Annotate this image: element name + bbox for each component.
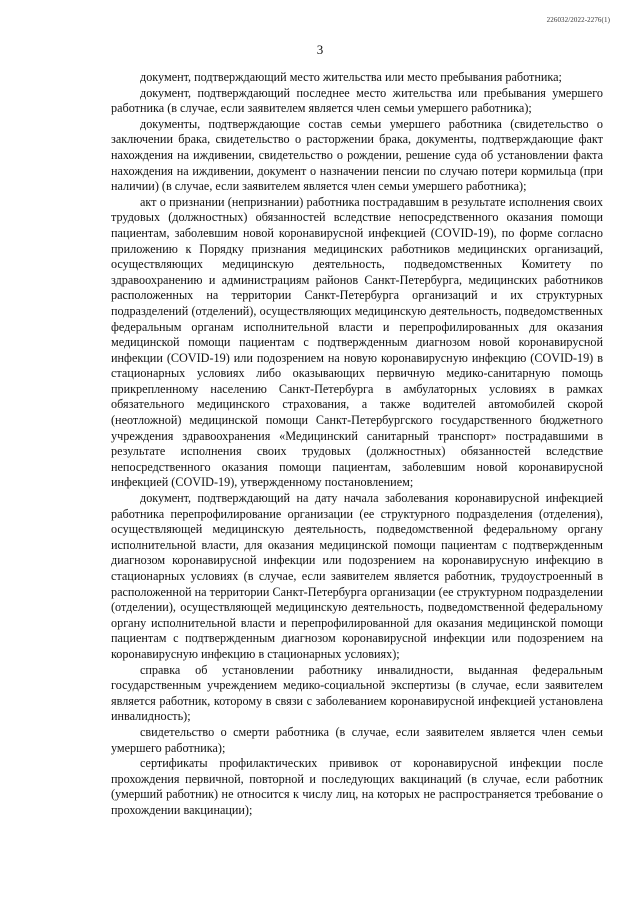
paragraph-residence-document: документ, подтверждающий место жительства или место пребывания работника; [140,70,562,84]
paragraph-injury-recognition-act: акт о признании (непризнании) работника пострадавшим в результате исполнения своих трудовых (должностных) обязанностей вследствие непосредственного оказания помощи пациентам, заболевшим новой коронавирусной инфекцией (COVID-19), по форме согласно приложению к Порядку признания медицинских работников медицинских организаций, осуществляющих медицинскую деятельность, подведомственных Комитету по здравоохранению и администрациям районов Санкт-Петербурга, медицинских работников расположенных на территории Санкт-Петербурга организаций и их структурных подразделений (отделений), осуществляющих медицинскую деятельность, подведомственных федеральным органам исполнительной власти и перепрофилированных для оказания медицинской помощи пациентам с подтвержденным диагнозом новой коронавирусной инфекции (COVID-19) или подозрением на новую коронавирусную инфекцию (COVID-19) в стационарных условиях либо оказывающих первичную медико-санитарную помощь прикрепленному населению Санкт-Петербурга в амбулаторных условиях в рамках обязательного медицинского страхования, а также водителей автомобилей скорой (неотложной) медицинской помощи Санкт-Петербургского государственного бюджетного учреждения здравоохранения «Медицинский санитарный транспорт» пострадавшими в результате исполнения своих трудовых (должностных) обязанностей вследствие непосредственного оказания помощи пациентам, заболевшим новой коронавирусной инфекцией (COVID-19), утвержденному постановлением; [111,194,603,490]
paragraph-reprofiling-document: документ, подтверждающий на дату начала заболевания коронавирусной инфекцией работника перепрофилирование организации (ее структурного подразделения (отделения), осуществляющей медицинскую деятельность, подведомственной федеральному органу исполнительной власти, для оказания медицинской помощи пациентам с подтвержденным диагнозом коронавирусной инфекции или подозрением на коронавирусную инфекцию в стационарных условиях (в случае, если заявителем является работник, трудоустроенный в расположенной на территории Санкт-Петербурга организации (ее структурном подразделении (отделении), осуществляющей медицинскую деятельность, подведомственной федеральному органу исполнительной власти и перепрофилированной для оказания медицинской помощи пациентам с подтвержденным диагнозом коронавирусной инфекции или подозрением на коронавирусную инфекцию в стационарных условиях); [111,491,603,661]
page-number: 3 [316,42,324,57]
paragraph-disability-certificate: справка об установлении работнику инвалидности, выданная федеральным государственным учреждением медико-социальной экспертизы (в случае, если заявителем является работник, которому в связи с заболеванием коронавирусной инфекцией установлена инвалидность); [111,662,603,724]
paragraph-last-residence-document: документ, подтверждающий последнее место жительства или пребывания умершего работника (в случае, если заявителем является член семьи умершего работника); [111,85,603,116]
paragraph-vaccination-certificates: сертификаты профилактических прививок от коронавирусной инфекции после прохождения первичной, повторной и последующих вакцинаций (в случае, если работник (умерший работник) не относится к числу лиц, на которых не распространяется требование о прохождении вакцинации); [111,756,603,817]
document-body [111,70,603,819]
document-reference-number: 226032/2022-2276(1) [546,16,610,24]
paragraph-family-composition-documents: документы, подтверждающие состав семьи умершего работника (свидетельство о заключении брака, свидетельство о расторжении брака, документы, подтверждающие факт нахождения на иждивении, свидетельство о рождении, решение суда об установлении факта нахождения на иждивении, документ о назначении пенсии по случаю потери кормильца (при наличии) (в случае, если заявителем является член семьи умершего работника); [111,116,603,194]
paragraph-death-certificate: свидетельство о смерти работника (в случае, если заявителем является член семьи умершего работника); [111,724,603,755]
